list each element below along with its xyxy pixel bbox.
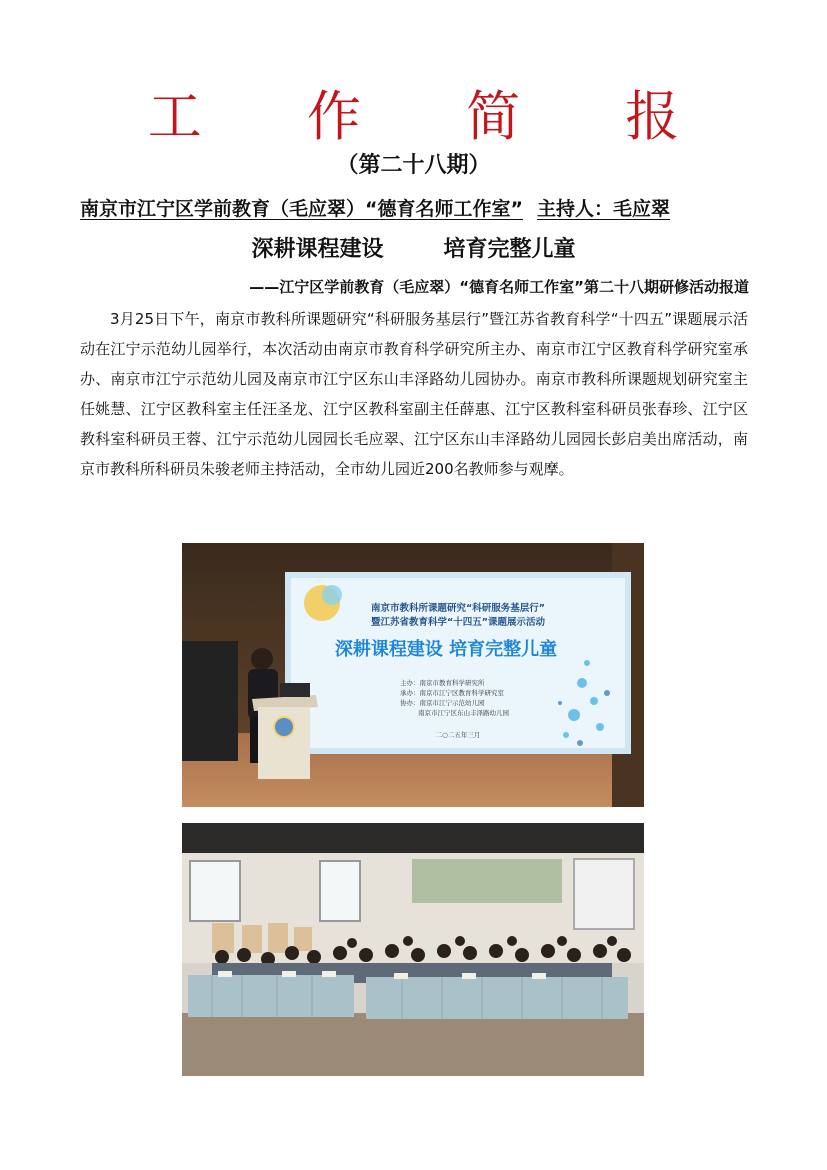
- screen-organizer: 主办：南京市教育科学研究所: [400, 679, 485, 687]
- studio-line: [80, 196, 747, 222]
- article-headline: [0, 233, 827, 267]
- issue-number: （第二十八期）: [336, 152, 491, 178]
- screen-date: 二○二五年三月: [435, 731, 481, 739]
- screen-line-1: 南京市教科所课题研究“科研服务基层行”: [371, 603, 545, 614]
- front-tables: [188, 971, 628, 1019]
- headline-part-2: 培育完整儿童: [443, 237, 576, 262]
- screen-co-organizer-2: 南京市江宁区东山丰泽路幼儿园: [418, 709, 509, 717]
- article-subtitle: ——江宁区学前教育（毛应翠）“德育名师工作室”第二十八期研修活动报道: [249, 278, 749, 296]
- host-name: 主持人：毛应翠: [536, 198, 670, 220]
- headline-part-1: 深耕课程建设: [251, 237, 384, 262]
- screen-line-2: 暨江苏省教育科学“十四五”课题展示活动: [371, 617, 545, 628]
- event-photo-stage: [182, 543, 644, 807]
- report-title: 工 作 简 报: [147, 85, 724, 148]
- screen-theme: 深耕课程建设 培育完整儿童: [334, 639, 558, 660]
- screen-co-organizer-1: 协办：南京市江宁示范幼儿园: [400, 699, 485, 707]
- event-photo-audience: [182, 823, 644, 1076]
- screen-undertaker: 承办：南京市江宁区教育科学研究室: [400, 689, 504, 697]
- body-paragraph: 3月25日下午，南京市教科所课题研究“科研服务基层行”暨江苏省教育科学“十四五”课题展示活动在江宁示范幼儿园举行，本次活动由南京市教育科学研究所主办、南京市江宁区教育科学研究室承办、南京市江宁示范幼儿园及南京市江宁区东山丰泽路幼儿园协办。南京市教科所课题规划研究室主任姚慧、江宁区教科室主任汪圣龙、江宁区教科室副主任薛惠、江宁区教科室科研员张春珍、江宁区教科室科研员王蓉、江宁示范幼儿园园长毛应翠、江宁区东山丰泽路幼儿园园长彭启美出席活动，南京市教科所科研员朱骏老师主持活动，全市幼儿园近200名教师参与观摩。: [80, 310, 748, 478]
- studio-name: 南京市江宁区学前教育（毛应翠）“德育名师工作室”: [80, 198, 523, 220]
